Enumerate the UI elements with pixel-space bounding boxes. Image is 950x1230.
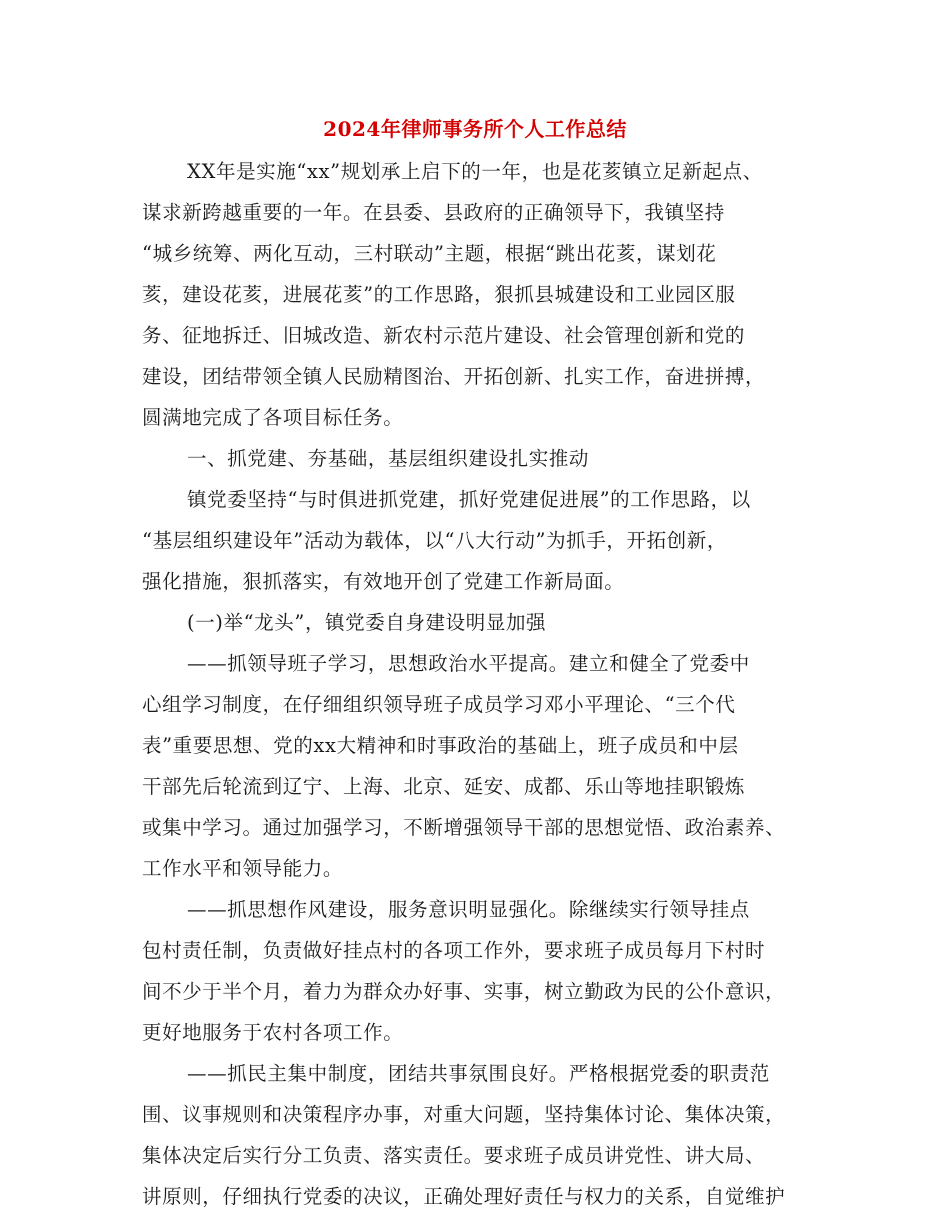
document-title: 2024年律师事务所个人工作总结 [323, 117, 627, 141]
text-line: 圆满地完成了各项目标任务。 [142, 406, 404, 429]
text-line: 或集中学习。通过加强学习，不断增强领导干部的思想觉悟、政治素养、 [142, 816, 786, 839]
text-line: 包村责任制，负责做好挂点村的各项工作外，要求班子成员每月下村时 [142, 939, 766, 962]
text-line: 镇党委坚持“与时俱进抓党建，抓好党建促进展”的工作思路，以 [187, 488, 751, 511]
text-line: 干部先后轮流到辽宁、上海、北京、延安、成都、乐山等地挂职锻炼 [142, 775, 746, 798]
text-line: 集体决定后实行分工负责、落实责任。要求班子成员讲党性、讲大局、 [142, 1144, 766, 1167]
text-line: 围、议事规则和决策程序办事，对重大问题，坚持集体讨论、集体决策， [142, 1103, 786, 1126]
text-line: 荄，建设花荄，进展花荄”的工作思路，狠抓县城建设和工业园区服 [142, 283, 736, 306]
text-line: 强化措施，狠抓落实，有效地开创了党建工作新局面。 [142, 570, 625, 593]
text-line: “基层组织建设年”活动为载体，以“八大行动”为抓手，开拓创新， [142, 529, 727, 552]
text-line: 谋求新跨越重要的一年。在县委、县政府的正确领导下，我镇坚持 [142, 201, 725, 224]
text-line: 讲原则，仔细执行党委的决议，正确处理好责任与权力的关系，自觉维护 [142, 1185, 786, 1208]
text-line: ——抓领导班子学习，思想政治水平提高。建立和健全了党委中 [187, 652, 750, 675]
text-line: 建设，团结带领全镇人民励精图治、开拓创新、扎实工作，奋进拼搏， [142, 365, 766, 388]
text-line: ——抓思想作风建设，服务意识明显强化。除继续实行领导挂点 [187, 898, 750, 921]
text-line: 工作水平和领导能力。 [142, 857, 344, 880]
text-line: 表”重要思想、党的xx大精神和时事政治的基础上，班子成员和中层 [142, 734, 739, 757]
text-line: “城乡统筹、两化互动，三村联动”主题，根据“跳出花荄，谋划花 [142, 242, 717, 265]
text-line: XX年是实施“xx”规划承上启下的一年，也是花荄镇立足新起点、 [187, 160, 763, 183]
subsection-heading: (一)举“龙头”，镇党委自身建设明显加强 [187, 611, 547, 634]
text-line: 心组学习制度，在仔细组织领导班子成员学习邓小平理论、“三个代 [142, 693, 736, 716]
text-line: 更好地服务于农村各项工作。 [142, 1021, 404, 1044]
text-line: ——抓民主集中制度，团结共事氛围良好。严格根据党委的职责范 [187, 1062, 770, 1085]
text-line: 间不少于半个月，着力为群众办好事、实事，树立勤政为民的公仆意识， [142, 980, 786, 1003]
text-line: 务、征地拆迁、旧城改造、新农村示范片建设、社会管理创新和党的 [142, 324, 746, 347]
section-heading: 一、抓党建、夯基础，基层组织建设扎实推动 [187, 447, 590, 470]
